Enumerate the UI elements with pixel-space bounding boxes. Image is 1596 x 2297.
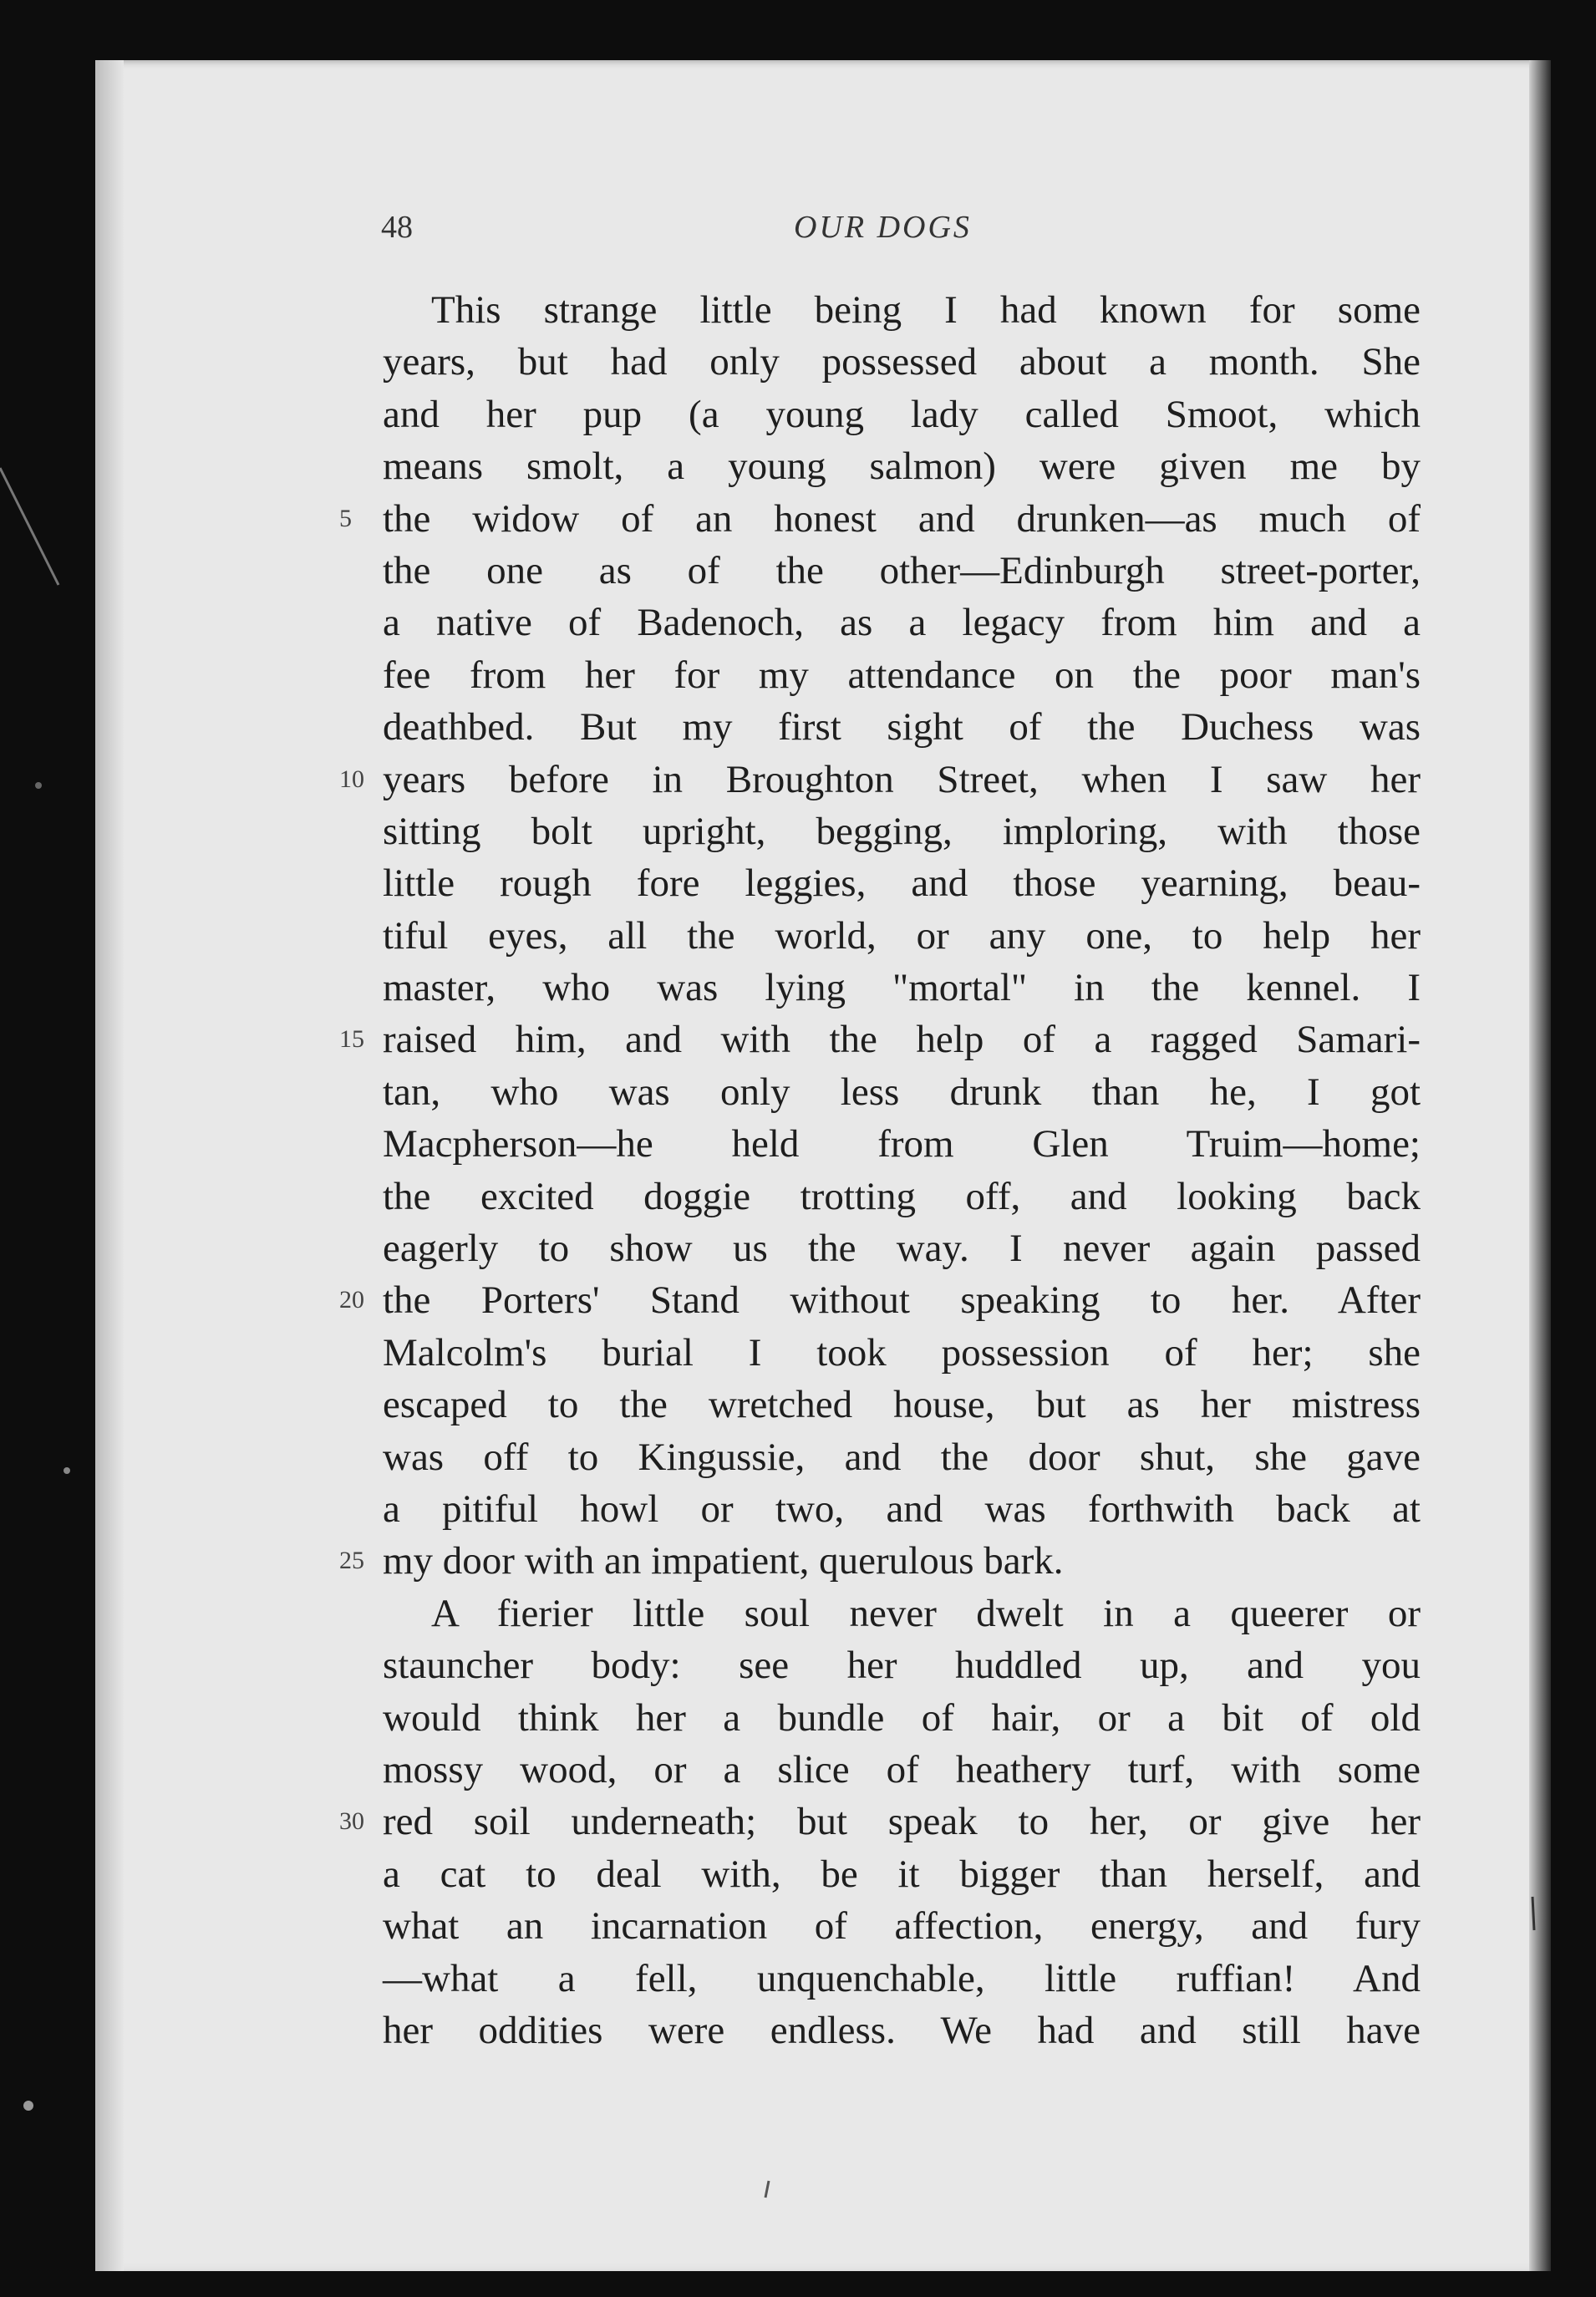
text-line bbox=[383, 1953, 1421, 2005]
text-line bbox=[383, 545, 1421, 597]
text-line-content: a cat to deal with, be it bigger than herself, and bbox=[383, 1852, 1421, 1896]
text-line-content: eagerly to show us the way. I never again passed bbox=[383, 1227, 1421, 1271]
text-line bbox=[339, 1274, 1421, 1326]
text-line-content: a pitiful howl or two, and was forthwith back at bbox=[383, 1486, 1421, 1531]
line-number: 25 bbox=[339, 1547, 364, 1575]
text-line bbox=[383, 910, 1421, 962]
line-number: 5 bbox=[339, 504, 352, 532]
text-line-content: This strange little being I had known for some bbox=[431, 288, 1421, 332]
text-line-content: and her pup (a young lady called Smoot, which bbox=[383, 392, 1421, 436]
text-line bbox=[383, 1483, 1421, 1535]
text-line bbox=[383, 1692, 1421, 1744]
text-line bbox=[383, 1744, 1421, 1796]
text-line bbox=[383, 1118, 1421, 1170]
text-line bbox=[383, 1222, 1421, 1274]
text-line bbox=[383, 649, 1421, 701]
text-line bbox=[383, 284, 1421, 336]
text-line bbox=[383, 1588, 1421, 1639]
text-line-content: the widow of an honest and drunken—as much of bbox=[383, 496, 1421, 541]
text-line bbox=[383, 701, 1421, 753]
text-line-content: deathbed. But my first sight of the Duchess was bbox=[383, 705, 1421, 750]
text-line bbox=[383, 1848, 1421, 1900]
text-line-content: a native of Badenoch, as a legacy from him and a bbox=[383, 601, 1421, 645]
text-line-content: mossy wood, or a slice of heathery turf, with some bbox=[383, 1747, 1421, 1791]
text-line-content: tan, who was only less drunk than he, I got bbox=[383, 1070, 1421, 1114]
text-line-content: what an incarnation of affection, energy, and fury bbox=[383, 1904, 1421, 1949]
line-number: 20 bbox=[339, 1286, 364, 1314]
text-line bbox=[339, 1796, 1421, 1847]
text-line-content: A fierier little soul never dwelt in a queerer or bbox=[431, 1591, 1421, 1635]
text-line-content: —what a fell, unquenchable, little ruffian! And bbox=[383, 1956, 1421, 2000]
text-line bbox=[383, 962, 1421, 1014]
text-line-content: years, but had only possessed about a month. She bbox=[383, 340, 1421, 384]
text-line bbox=[339, 754, 1421, 805]
text-line-content: would think her a bundle of hair, or a bit of old bbox=[383, 1695, 1421, 1740]
text-line bbox=[383, 1900, 1421, 1952]
text-line bbox=[383, 1379, 1421, 1431]
text-line-content: stauncher body: see her huddled up, and you bbox=[383, 1644, 1421, 1688]
text-line bbox=[383, 1327, 1421, 1379]
text-line bbox=[339, 1014, 1421, 1065]
text-line bbox=[383, 597, 1421, 648]
page-left-edge bbox=[95, 60, 124, 2271]
text-line bbox=[383, 440, 1421, 492]
text-line bbox=[383, 2005, 1421, 2056]
text-line-content: little rough fore leggies, and those yearning, beau- bbox=[383, 861, 1421, 906]
book-page bbox=[95, 60, 1551, 2271]
text-line-content: her oddities were endless. We had and still have bbox=[383, 2008, 1421, 2052]
text-line-content: red soil underneath; but speak to her, or give her bbox=[383, 1800, 1421, 1844]
text-line-content: the excited doggie trotting off, and looking back bbox=[383, 1174, 1421, 1218]
text-line-content: years before in Broughton Street, when I saw her bbox=[383, 757, 1421, 801]
running-head: OUR DOGS bbox=[794, 210, 972, 245]
text-line-content: Malcolm's burial I took possession of her; she bbox=[383, 1330, 1421, 1375]
text-line bbox=[383, 336, 1421, 388]
text-line bbox=[383, 1171, 1421, 1222]
text-line-content: my door with an impatient, querulous bark. bbox=[383, 1539, 1064, 1583]
text-line bbox=[339, 1535, 1421, 1587]
text-line-content: tiful eyes, all the world, or any one, to help her bbox=[383, 913, 1421, 958]
text-line-content: the one as of the other—Edinburgh street-porter, bbox=[383, 548, 1421, 592]
text-line bbox=[383, 1066, 1421, 1118]
text-line-content: raised him, and with the help of a ragged Samari- bbox=[383, 1018, 1421, 1062]
text-line-content: Macpherson—he held from Glen Truim—home; bbox=[383, 1122, 1421, 1166]
text-line-content: escaped to the wretched house, but as her mistress bbox=[383, 1383, 1421, 1427]
line-number: 10 bbox=[339, 765, 364, 793]
text-line-content: fee from her for my attendance on the poor man's bbox=[383, 653, 1421, 697]
page-right-edge bbox=[1529, 60, 1551, 2271]
text-line bbox=[383, 1431, 1421, 1483]
page-header bbox=[95, 209, 1551, 259]
text-line bbox=[383, 389, 1421, 440]
text-line bbox=[383, 857, 1421, 909]
text-line-content: master, who was lying "mortal" in the kennel. I bbox=[383, 966, 1421, 1010]
line-number: 15 bbox=[339, 1025, 364, 1054]
text-line-content: sitting bolt upright, begging, imploring, with those bbox=[383, 809, 1421, 853]
body-text bbox=[339, 284, 1421, 2056]
text-line-content: was off to Kingussie, and the door shut, she gave bbox=[383, 1435, 1421, 1479]
text-line bbox=[383, 1639, 1421, 1691]
text-line-content: means smolt, a young salmon) were given me by bbox=[383, 445, 1421, 489]
line-number: 30 bbox=[339, 1807, 364, 1836]
text-line-content: the Porters' Stand without speaking to her. After bbox=[383, 1278, 1421, 1323]
text-line bbox=[383, 805, 1421, 857]
text-line bbox=[339, 493, 1421, 545]
page-number: 48 bbox=[381, 210, 413, 245]
